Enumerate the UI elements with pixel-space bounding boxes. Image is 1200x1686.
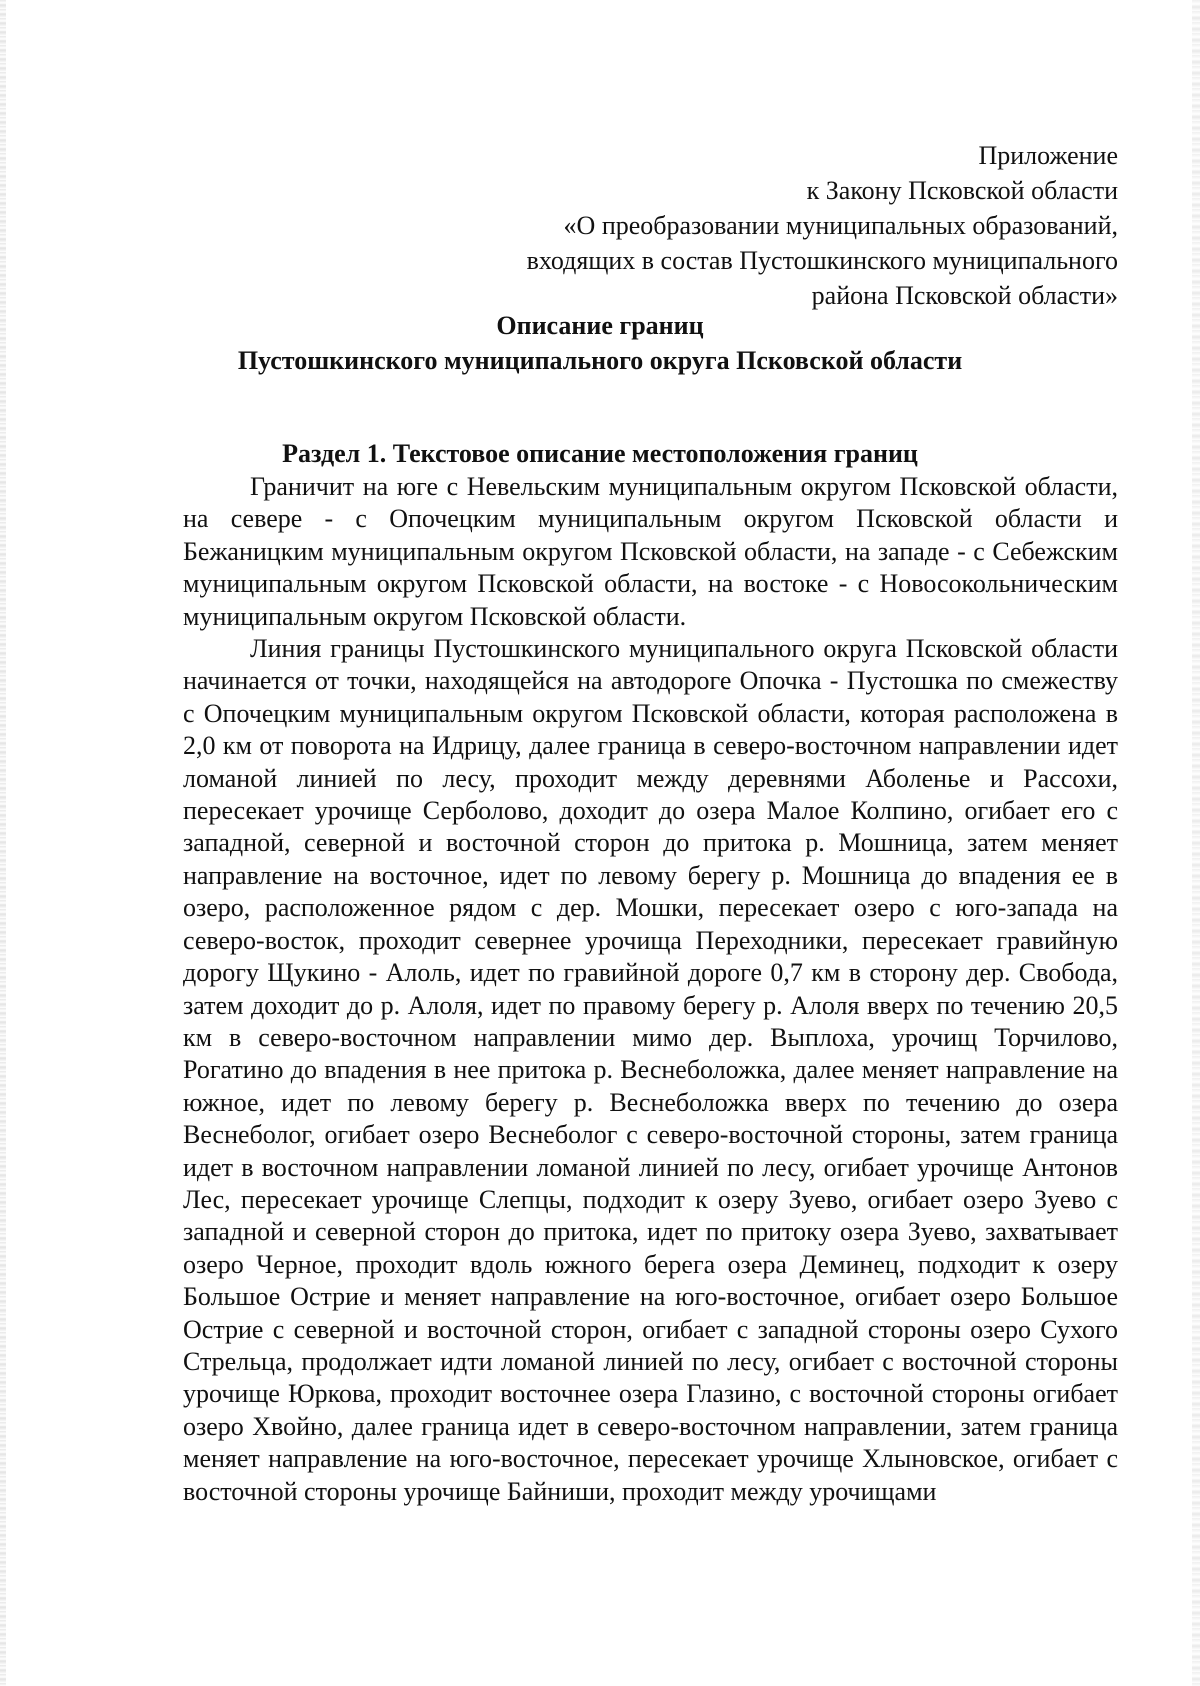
scan-edge-right [1192,0,1200,1686]
title-line-2: Пустошкинского муниципального округа Псковской области [237,346,963,375]
paragraph: Линия границы Пустошкинского муниципального округа Псковской области начинается от точки, находящейся на автодороге Опочка - Пустошка по смежеству с Опочецким муниципальным округом Псковской области, которая расположена в 2,0 км от поворота на Идрицу, далее граница в северо-восточном направлении идет ломаной линией по лесу, проходит между деревнями Аболенье и Рассохи, пересекает урочище Серболово, доходит до озера Малое Колпино, огибает его с западной, северной и восточной сторон до притока р. Мошница, затем меняет направление на восточное, идет по левому берегу р. Мошница до впадения ее в озеро, расположенное рядом с дер. Мошки, пересекает озеро с юго-запада на северо-восток, проходит севернее урочища Переходники, пересекает гравийную дорогу Щукино - Алоль, идет по гравийной дороге 0,7 км в сторону дер. Свобода, затем доходит до р. Алоля, идет по правому берегу р. Алоля вверх по течению 20,5 км в северо-восточном направлении мимо дер. Выплоха, урочищ Торчилово, Рогатино до впадения в нее притока р. Веснеболожка, далее меняет направление на южное, идет по левому берегу р. Веснеболожка вверх по течению до озера Веснеболог, огибает озеро Веснеболог с северо-восточной стороны, затем граница идет в восточном направлении ломаной линией по лесу, огибает урочище Антонов Лес, пересекает урочище Слепцы, подходит к озеру Зуево, огибает озеро Зуево с западной и северной сторон до притока, идет по притоку озера Зуево, захватывает озеро Черное, проходит вдоль южного берега озера Деминец, подходит к озеру Большое Острие и меняет направление на юго-восточное, огибает озеро Большое Острие с северной и восточной сторон, огибает с западной стороны озеро Сухого Стрельца, продолжает идти ломаной линией по лесу, огибает с восточной стороны урочище Юркова, проходит восточнее озера Глазино, с восточной стороны огибает озеро Хвойно, далее граница идет в северо-восточном направлении, затем граница меняет направление на юго-восточное, пересекает урочище Хлыновское, огибает с восточной стороны урочище Байниши, проходит между урочищами [183,634,1118,1506]
appendix-line: входящих в состав Пустошкинского муниципального [526,246,1118,275]
appendix-line: района Псковской области» [811,281,1118,310]
appendix-line: «О преобразовании муниципальных образований, [563,211,1118,240]
appendix-line: к Закону Псковской области [806,176,1118,205]
appendix-header [527,138,1118,313]
body-text [183,471,1118,1508]
scan-edge-left [0,0,6,1686]
title-line-1: Описание границ [496,311,704,340]
appendix-line: Приложение [978,141,1118,170]
section-title: Раздел 1. Текстовое описание местоположения границ [282,439,918,468]
document-title [0,308,1200,378]
paragraph: Граничит на юге с Невельским муниципальным округом Псковской области, на севере - с Опочецким муниципальным округом Псковской области и Бежаницким муниципальным округом Псковской области, на западе - с Себежским муниципальным округом Псковской области, на востоке - с Новосокольническим муниципальным округом Псковской области. [183,472,1118,631]
